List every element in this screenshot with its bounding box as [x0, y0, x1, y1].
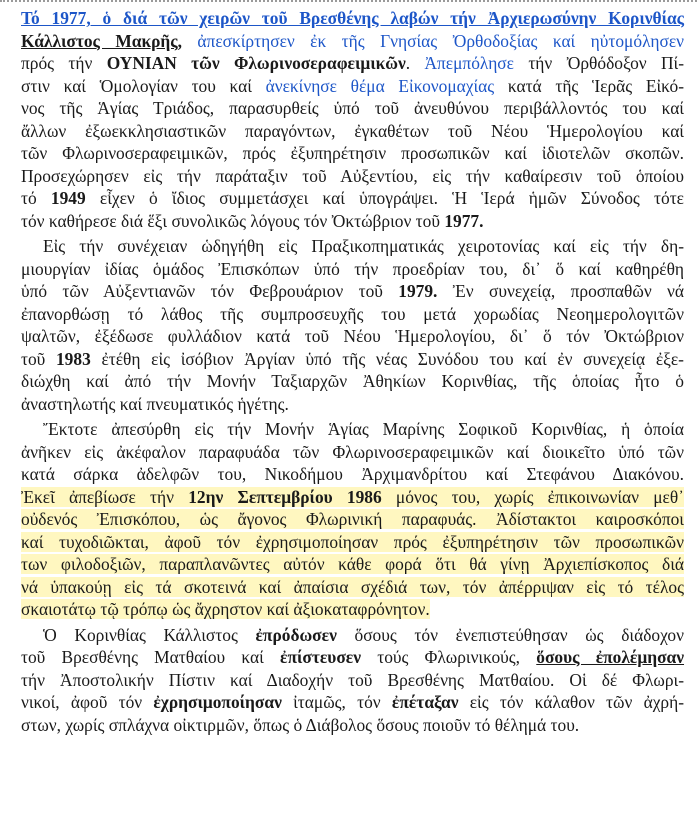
text-run: ἄλλων ἐξωεκκλησιαστικῶν παραγόντων, ἐγκαθέτων τοῦ Νέου Ἡμερολογίου καί	[21, 120, 684, 141]
text-run: ΟΥΝΙΑΝ τῶν Φλωρινοσεραφειμικῶν	[106, 53, 406, 73]
text-line	[21, 418, 684, 441]
text-line	[21, 7, 684, 30]
text-run: ἐπρόδωσεν	[255, 624, 337, 645]
text-line	[21, 714, 684, 737]
text-line	[21, 142, 684, 165]
text-run: πρός τήν	[21, 53, 107, 73]
text-run: 1979.	[398, 281, 438, 301]
text-line	[21, 370, 684, 393]
text-run: 1949	[50, 188, 86, 208]
text-run: Τό 1977, ὁ διά τῶν χειρῶν τοῦ Βρεσθένης λαβών τήν Ἀρχιερωσύνην Κορινθίας	[21, 8, 684, 28]
text-run: τό	[21, 188, 51, 208]
text-run: εἶχεν ὁ ἴδιος συμμετάσχει καί ὑπογράψει. Ἡ Ἱερά ἡμῶν Σύνοδος τότε	[85, 188, 684, 208]
text-run: ἀναστηλωτής καί πνευματικός ἡγέτης.	[21, 393, 289, 414]
text-run: ἐτέθη εἰς ἰσόβιον Ἀργίαν ὑπό τῆς νέας Συνόδου του καί ἐν συνεχείᾳ ἐξε-	[90, 348, 684, 369]
text-run: κατά σάρκα ἀδελφῶν του, Νικοδήμου Ἀρχιμανδρίτου καί Στεφάνου Διακόνου.	[21, 464, 684, 484]
text-run: Ἐκεῖ ἀπεβίωσε τήν	[21, 486, 189, 507]
text-run: 1983	[55, 348, 91, 369]
text-run: Εἰς τήν συνέχειαν ὡδηγήθη εἰς Πραξικοπηματικάς χειροτονίας καί εἰς τήν δη-	[43, 236, 684, 256]
text-run: διώχθη καί ἀπό τήν Μονήν Ταξιαρχῶν Ἀθηκίων Κορινθίας, τῆς ὁποίας ἦτο ὁ	[21, 371, 684, 391]
text-line	[21, 348, 684, 371]
text-run: των φιλοδοξιῶν, παραπλανῶντες αὐτόν κάθε φορά ὅτι θά γίνῃ Ἀρχιεπίσκοπος διά	[21, 554, 684, 574]
text-run: τοῦ	[21, 348, 56, 369]
text-run: ,	[177, 30, 198, 51]
text-run: τοῦ Βρεσθένης Ματθαίου καί	[21, 647, 281, 667]
text-run: ὑπό τῶν Αὐξεντιανῶν τόν Φεβρουάριον τοῦ	[21, 281, 399, 301]
text-run: ἀνῆκεν εἰς ἀκέφαλον παραφυάδα τῶν Φλωρινοσεραφειμικῶν καί διοικεῖτο ὑπό τῶν	[21, 441, 684, 462]
text-run: ἐπανορθώσῃ τό λάθος τῆς συμπροσευχῆς του μετά χορωδίας Νεοημερολογιτῶν	[21, 303, 684, 324]
text-line	[21, 624, 684, 647]
text-run: κατά τῆς Ἱερᾶς Εἰκό-	[494, 75, 684, 96]
paragraph-1	[21, 7, 684, 232]
text-run: μιουργίαν ἰδίας ὁμάδος Ἐπισκόπων ὑπό τήν προεδρίαν του, δι᾽ ὅ καί καθηρέθη	[21, 258, 684, 279]
text-line	[21, 463, 684, 486]
text-run: ἐπίστευσεν	[280, 647, 361, 667]
text-line	[21, 669, 684, 692]
text-run: ἐχρησιμοποίησαν	[153, 692, 282, 712]
text-line	[21, 441, 684, 464]
text-run: ὅσους ἐπολέμησαν	[536, 647, 685, 667]
text-run: τήν Ὀρθόδοξον Πί-	[513, 53, 684, 73]
text-line	[21, 531, 684, 554]
text-line	[21, 187, 684, 210]
text-run: μόνος του, χωρίς ἐπικοινωνίαν μεθ᾽	[381, 486, 684, 507]
text-line	[21, 30, 684, 53]
text-run: οὐδενός Ἐπισκόπου, ὡς ἄγονος Φλωρινική παραφυάς. Ἀδίστακτοι καιροσκόποι	[21, 509, 684, 529]
text-run: καί τυχοδιῶκται, ἀφοῦ τόν ἐχρησιμοποίησαν πρός ἐξυπηρέτησιν τῶν προσωπικῶν	[21, 531, 684, 552]
text-line	[21, 598, 684, 621]
text-line	[21, 97, 684, 120]
text-line	[21, 210, 684, 233]
text-line	[21, 258, 684, 281]
text-run: νά ὑπακούῃ εἰς τά σκοτεινά καί ἀπαίσια σχέδιά των, τόν ἀπέρριψαν εἰς τό τέλος	[21, 576, 684, 597]
text-line	[21, 120, 684, 143]
text-run: στιν καί Ὁμολογίαν του καί	[21, 75, 266, 96]
text-line	[21, 691, 684, 714]
text-run: ἀπεσκίρτησεν ἐκ τῆς Γνησίας Ὀρθοδοξίας καί ηὐτομόλησεν	[197, 30, 684, 51]
text-run: ὅσους τόν ἐνεπιστεύθησαν ὡς διάδοχον	[336, 624, 684, 645]
text-run: Ὁ Κορινθίας Κάλλιστος	[43, 624, 256, 645]
text-run: ψαλτῶν, ἐξέδωσε φυλλάδιον κατά τοῦ Νέου Ἡμερολογίου, δι᾽ ὅ τόν Ὀκτώβριον	[21, 326, 684, 346]
paragraph-4	[21, 624, 684, 737]
text-run: 12ην Σεπτεμβρίου 1986	[188, 486, 382, 507]
document-body	[21, 7, 684, 736]
text-run: Ἀπεμπόλησε	[424, 53, 514, 73]
text-line	[21, 280, 684, 303]
text-run: σκαιοτάτῳ τῷ τρόπῳ ὡς ἄχρηστον καί ἀξιοκαταφρόνητον.	[21, 599, 430, 619]
text-run: στων, χωρίς σπλάχνα οἰκτιρμῶν, ὅπως ὁ Διάβολος ὅσους ποιοῦν τό θέλημά του.	[21, 714, 580, 735]
paragraph-3	[21, 418, 684, 621]
paragraph-2	[21, 235, 684, 415]
text-run: 1977.	[444, 210, 484, 231]
text-line	[21, 646, 684, 669]
text-run: τήν Ἀποστολικήν Πίστιν καί Διαδοχήν τοῦ Βρεσθένης Ματθαίου. Οἱ δέ Φλωρι-	[21, 669, 684, 690]
text-line	[21, 325, 684, 348]
text-line	[21, 165, 684, 188]
text-line	[21, 486, 684, 509]
text-run: νικοί, ἀφοῦ τόν	[21, 692, 154, 712]
text-line	[21, 508, 684, 531]
text-run: ἰταμῶς, τόν	[281, 692, 392, 712]
text-run: Προσεχώρησεν εἰς τήν παράταξιν τοῦ Αὐξεντίου, εἰς τήν καθαίρεσιν τοῦ ὁποίου	[21, 165, 684, 186]
text-run: νος τῆς Ἁγίας Τριάδος, παρασυρθείς ὑπό τοῦ ἀνευθύνου περιβάλλοντός του καί	[21, 98, 684, 118]
text-run: τῶν Φλωρινοσεραφειμικῶν, πρός ἐξυπηρέτησιν προσωπικῶν καί ἰδιοτελῶν σκοπῶν.	[21, 143, 684, 163]
text-run: Κάλλιστος Μακρῆς	[21, 30, 178, 51]
text-run: τούς Φλωρινικούς,	[360, 647, 537, 667]
text-run: .	[405, 53, 425, 73]
text-run: τόν καθήρεσε διά ἕξι συνολικῶς λόγους τόν Ὀκτώβριον τοῦ	[21, 210, 445, 231]
text-line	[21, 75, 684, 98]
text-line	[21, 52, 684, 75]
top-dotted-border	[0, 0, 697, 7]
text-run: ἀνεκίνησε θέμα Εἰκονομαχίας	[265, 75, 495, 96]
text-run: Ἐν συνεχείᾳ, προσπαθῶν νά	[437, 281, 685, 301]
text-run: ἐπέταξαν	[391, 692, 459, 712]
text-line	[21, 303, 684, 326]
text-line	[21, 393, 684, 416]
text-run: εἰς τόν κάλαθον τῶν ἀχρή-	[458, 692, 684, 712]
text-line	[21, 576, 684, 599]
text-line	[21, 235, 684, 258]
text-run: Ἔκτοτε ἀπεσύρθη εἰς τήν Μονήν Ἁγίας Μαρίνης Σοφικοῦ Κορινθίας, ἡ ὁποία	[43, 419, 684, 439]
text-line	[21, 553, 684, 576]
